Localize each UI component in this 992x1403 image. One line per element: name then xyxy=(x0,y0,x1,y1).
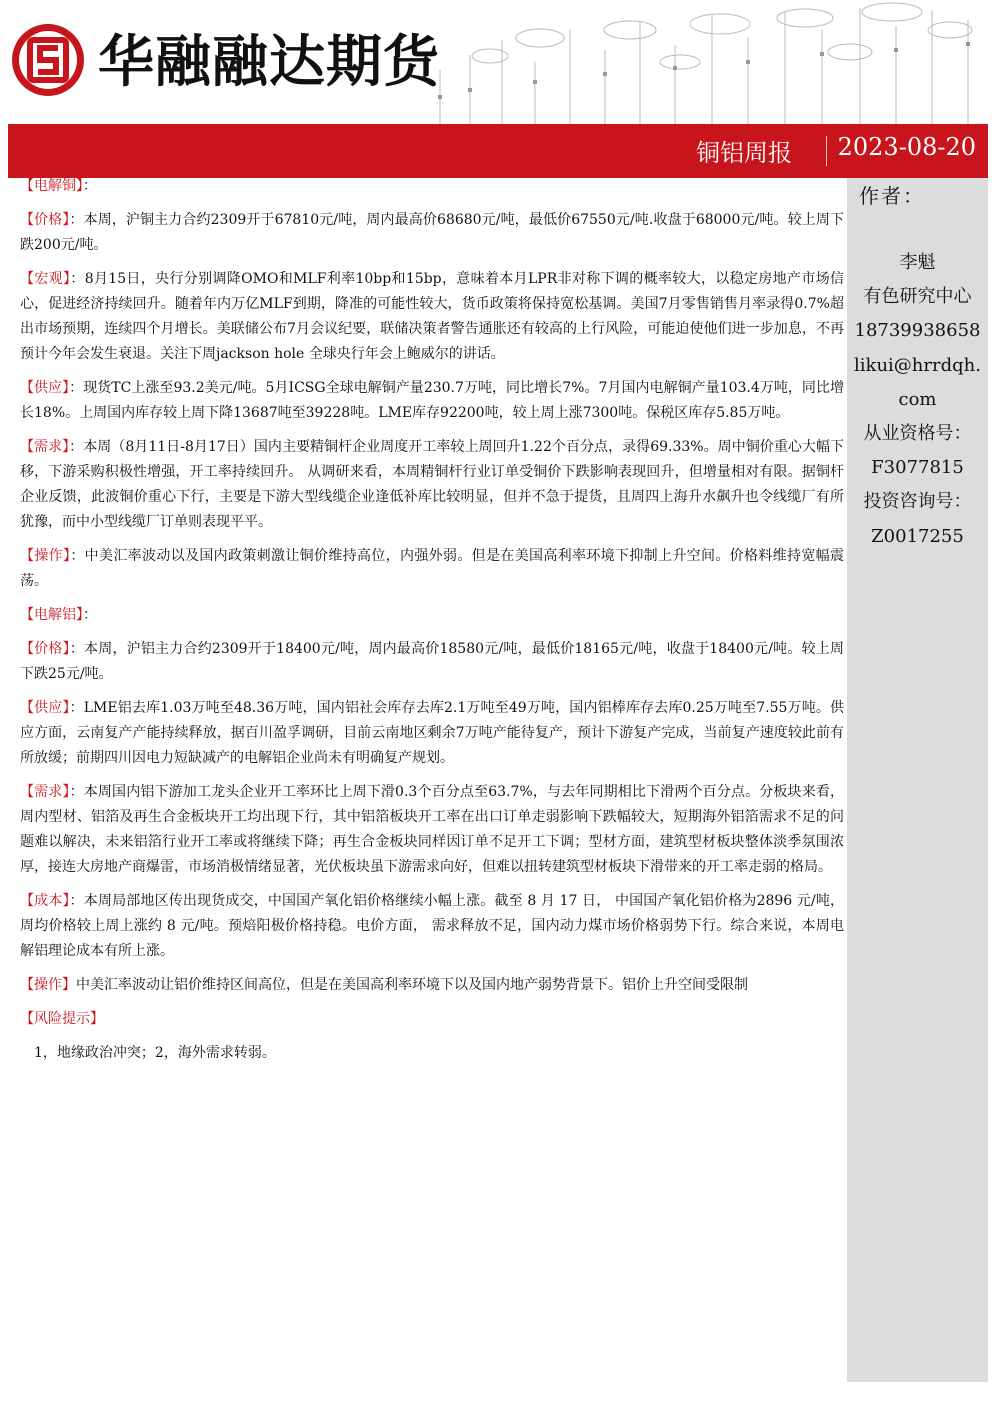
paragraph-copper-heading xyxy=(20,174,844,199)
paragraph-aluminum-supply xyxy=(20,696,844,771)
qualification-label: 从业资格号： xyxy=(863,423,972,445)
author-department: 有色研究中心 xyxy=(863,286,972,308)
paragraph-text: ： xyxy=(83,178,97,194)
section-tag: 【需求】 xyxy=(20,784,70,800)
header-decoration xyxy=(430,0,992,125)
section-tag: 【电解铜】 xyxy=(20,178,83,194)
paragraph-copper-operation xyxy=(20,544,844,594)
report-body xyxy=(20,174,844,1075)
section-tag: 【电解铝】 xyxy=(20,607,83,623)
title-bar xyxy=(8,124,988,178)
section-tag: 【风险提示】 xyxy=(20,1011,104,1027)
section-tag: 【价格】 xyxy=(20,641,70,657)
report-header xyxy=(0,0,992,125)
brand-name: 华融融达期货 xyxy=(98,30,440,95)
section-tag: 【需求】 xyxy=(20,439,70,455)
qualification-number: F3077815 xyxy=(871,457,964,479)
paragraph-text: ：本周，沪铜主力合约2309开于67810元/吨，周内最高价68680元/吨，最低价67550元/吨.收盘于68000元/吨。较上周下跌200元/吨。 xyxy=(20,212,845,253)
section-tag: 【供应】 xyxy=(20,700,70,716)
report-date: 2023-08-20 xyxy=(837,133,976,161)
paragraph-copper-price xyxy=(20,208,844,258)
section-tag: 【操作】 xyxy=(20,977,76,993)
author-info xyxy=(847,246,988,554)
section-tag: 【成本】 xyxy=(20,893,70,909)
paragraph-copper-demand xyxy=(20,435,844,535)
paragraph-aluminum-demand xyxy=(20,780,844,880)
section-tag: 【价格】 xyxy=(20,212,70,228)
paragraph-text: ： xyxy=(83,607,97,623)
paragraph-copper-supply xyxy=(20,376,844,426)
consulting-label: 投资咨询号： xyxy=(863,491,972,513)
author-label: 作者： xyxy=(859,184,925,208)
paragraph-text: 中美汇率波动让铝价维持区间高位，但是在美国高利率环境下以及国内地产弱势背景下。铝价上升空间受限制 xyxy=(76,977,748,993)
report-title: 铜铝周报 xyxy=(696,139,792,167)
company-logo xyxy=(10,22,86,98)
consulting-number: Z0017255 xyxy=(871,525,964,547)
paragraph-text: ：中美汇率波动以及国内政策刺激让铜价维持高位，内强外弱。但是在美国高利率环境下抑制上升空间。价格料维持宽幅震荡。 xyxy=(20,548,845,589)
paragraph-text: ：本周国内铝下游加工龙头企业开工率环比上周下滑0.3个百分点至63.7%，与去年同期相比下滑两个百分点。分板块来看，周内型材、铝箔及再生合金板块开工均出现下行，其中铝箔板块开工率在出口订单走弱影响下跌幅较大，短期海外铝箔需求不足的问题难以解决，未来铝箔行业开工率或将继续下降；再生合金板块同样因订单不足开工下调；型材方面，建筑型材板块整体淡季氛围浓厚，接连大房地产商爆雷，市场消极情绪显著，光伏板块虽下游需求向好，但难以扭转建筑型材板块下滑带来的开工率走弱的格局。 xyxy=(20,784,844,875)
paragraph-text: ：LME铝去库1.03万吨至48.36万吨，国内铝社会库存去库2.1万吨至49万吨，国内铝棒库存去库0.25万吨至7.55万吨。供应方面，云南复产产能持续释放，据百川盈孚调研，目前云南地区剩余7万吨产能待复产，预计下游复产完成，当前复产速度较此前有所放缓；前期四川因电力短缺减产的电解铝企业尚未有明确复产规划。 xyxy=(20,700,845,766)
paragraph-text: 1，地缘政治冲突；2，海外需求转弱。 xyxy=(34,1045,276,1061)
paragraph-aluminum-price xyxy=(20,637,844,687)
paragraph-risk-heading xyxy=(20,1007,844,1032)
section-tag: 【宏观】 xyxy=(20,271,71,287)
paragraph-text: ：现货TC上涨至93.2美元/吨。5月ICSG全球电解铜产量230.7万吨，同比增长7%。7月国内电解铜产量103.4万吨，同比增长18%。上周国内库存较上周下降13687吨至39228吨。LME库存92200吨，较上周上涨7300吨。保税区库存5.85万吨。 xyxy=(20,380,845,421)
section-tag: 【供应】 xyxy=(20,380,70,396)
paragraph-text: ：本周（8月11日-8月17日）国内主要精铜杆企业周度开工率较上周回升1.22个百分点，录得69.33%。周中铜价重心大幅下移，下游采购积极性增强，开工率持续回升。 从调研来看，本周精铜杆行业订单受铜价下跌影响表现回升，但增量相对有限。据铜杆企业反馈，此波铜价重心下行，主要是下游大型线缆企业逢低补库比较明显，但并不急于提货，且周四上海升水飙升也令线缆厂有所犹豫，而中小型线缆厂订单则表现平平。 xyxy=(20,439,844,530)
section-tag: 【操作】 xyxy=(20,548,71,564)
paragraph-text: ：本周局部地区传出现货成交，中国国产氧化铝价格继续小幅上涨。截至 8 月 17 日， 中国国产氧化铝价格为2896 元/吨，周均价格较上周上涨约 8 元/吨。预焙阳极价格持稳。电价方面， 需求释放不足，国内动力煤市场价格弱势下行。综合来说，本周电解铝理论成本有所上涨。 xyxy=(20,893,845,959)
paragraph-text: ：本周，沪铝主力合约2309开于18400元/吨，周内最高价18580元/吨，最低价18165元/吨，收盘于18400元/吨。较上周下跌25元/吨。 xyxy=(20,641,845,682)
paragraph-copper-macro xyxy=(20,267,844,367)
author-sidebar xyxy=(847,178,988,1382)
paragraph-aluminum-operation xyxy=(20,973,844,998)
paragraph-aluminum-cost xyxy=(20,889,844,964)
paragraph-risk-items xyxy=(20,1041,844,1066)
paragraph-text: ：8月15日，央行分别调降OMO和MLF利率10bp和15bp，意味着本月LPR非对称下调的概率较大，以稳定房地产市场信心，促进经济持续回升。随着年内万亿MLF到期，降准的可能性较大，货币政策将保持宽松基调。美国7月零售销售月率录得0.7%超出市场预期，连续四个月增长。美联储公布7月会议纪要，联储决策者警告通胀还有较高的上行风险，可能迫使他们进一步加息，不再预计今年会发生衰退。关注下周jackson hole 全球央行年会上鲍威尔的讲话。 xyxy=(20,271,845,362)
paragraph-aluminum-heading xyxy=(20,603,844,628)
author-email: likui@hrrdqh.com xyxy=(854,354,981,410)
title-separator xyxy=(826,136,827,166)
author-phone: 18739938658 xyxy=(854,320,981,342)
author-name: 李魁 xyxy=(899,252,936,273)
